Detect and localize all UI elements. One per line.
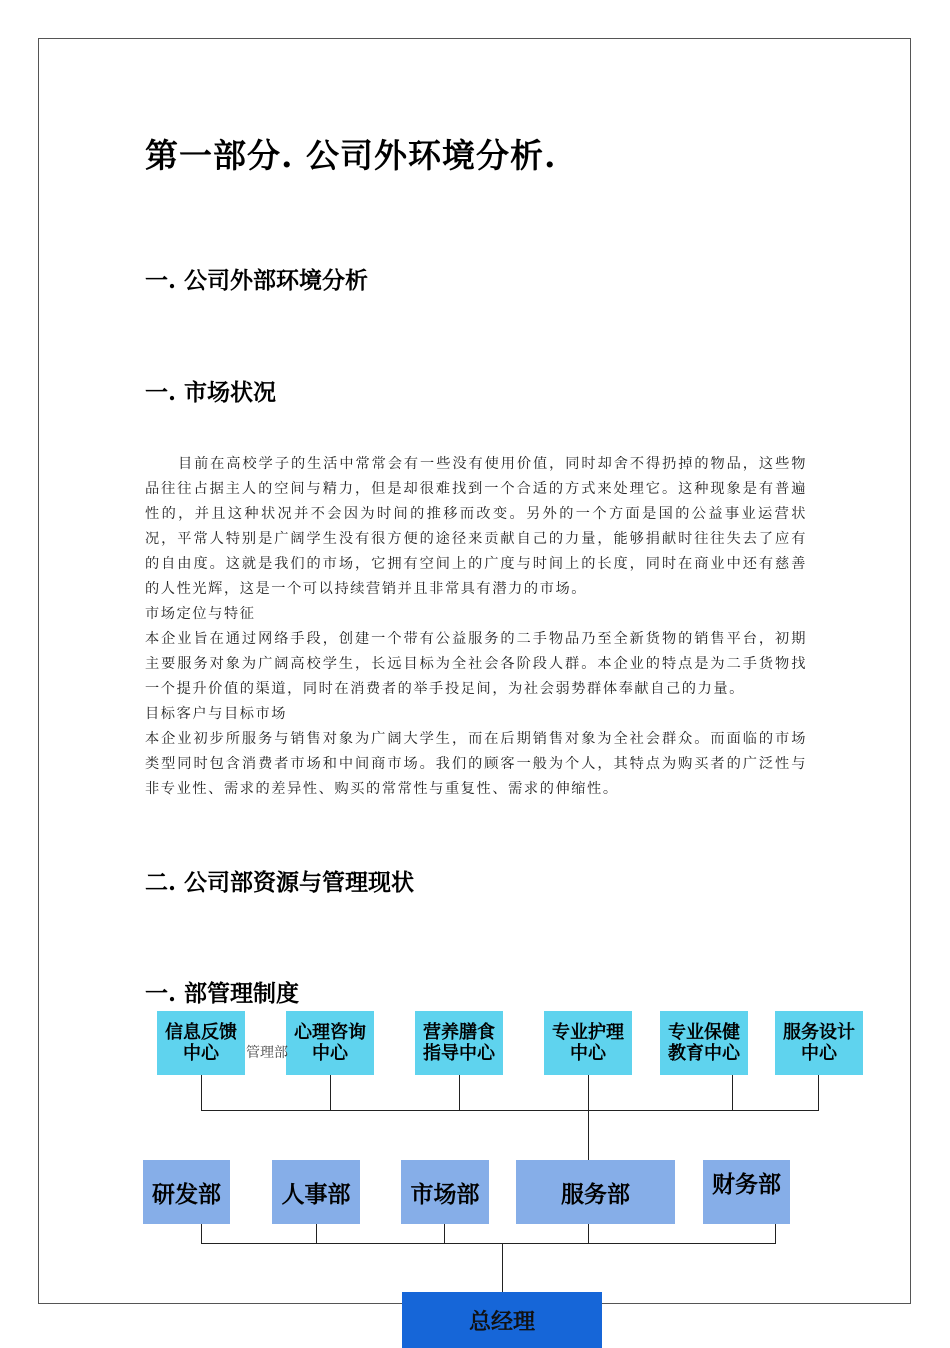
box-health-education-center: 专业保健 教育中心 — [660, 1011, 748, 1075]
box-hr-dept: 人事部 — [272, 1160, 360, 1224]
box-psychology-center: 心理咨询 中心 — [286, 1011, 374, 1075]
subsection-heading-management-system: 一. 部管理制度 — [145, 980, 300, 1007]
subsection-heading-market-status: 一. 市场状况 — [145, 379, 277, 406]
label-market-positioning: 市场定位与特征 — [145, 606, 256, 622]
box-nutrition-center: 营养膳食 指导中心 — [415, 1011, 503, 1075]
management-dept-label: 管理部 — [246, 1045, 288, 1061]
box-nursing-center: 专业护理 中心 — [544, 1011, 632, 1075]
section-heading-external-environment: 一. 公司外部环境分析 — [145, 267, 369, 294]
box-marketing-dept: 市场部 — [401, 1160, 489, 1224]
label-target-market: 目标客户与目标市场 — [145, 706, 288, 722]
box-service-dept: 服务部 — [516, 1160, 675, 1224]
paragraph-positioning: 本企业旨在通过网络手段，创建一个带有公益服务的二手物品乃至全新货物的销售平台，初期主要服务对象为广阔高校学生，长远目标为全社会各阶段人群。本企业的特点是为二手货物找一个提升价值的渠道，同时在消费者的举手投足间，为社会弱势群体奉献自己的力量。 — [145, 631, 807, 697]
page-title: 第一部分. 公司外环境分析. — [145, 136, 557, 175]
box-finance-dept: 财务部 — [703, 1160, 790, 1224]
market-body-text — [145, 452, 807, 802]
paragraph-market-intro: 目前在高校学子的生活中常常会有一些没有使用价值，同时却舍不得扔掉的物品，这些物品往往占据主人的空间与精力，但是却很难找到一个合适的方式来处理它。这种现象是有普遍性的，并且这种状况并不会因为时间的推移而改变。另外的一个方面是国的公益事业运营状况，平常人特别是广阔学生没有很方便的途径来贡献自己的力量，能够捐献时往往失去了应有的自由度。这就是我们的市场，它拥有空间上的广度与时间上的长度，同时在商业中还有慈善的人性光辉，这是一个可以持续营销并且非常具有潜力的市场。 — [145, 456, 807, 597]
box-feedback-center: 信息反馈 中心 — [157, 1011, 245, 1075]
paragraph-target-market: 本企业初步所服务与销售对象为广阔大学生，而在后期销售对象为全社会群众。而面临的市场类型同时包含消费者市场和中间商市场。我们的顾客一般为个人，其特点为购买者的广泛性与非专业性、需求的差异性、购买的常常性与重复性、需求的伸缩性。 — [145, 731, 807, 797]
box-service-design-center: 服务设计 中心 — [775, 1011, 863, 1075]
box-general-manager: 总经理 — [402, 1292, 602, 1348]
box-rnd-dept: 研发部 — [143, 1160, 230, 1224]
section-heading-internal-resources: 二. 公司部资源与管理现状 — [145, 869, 415, 896]
